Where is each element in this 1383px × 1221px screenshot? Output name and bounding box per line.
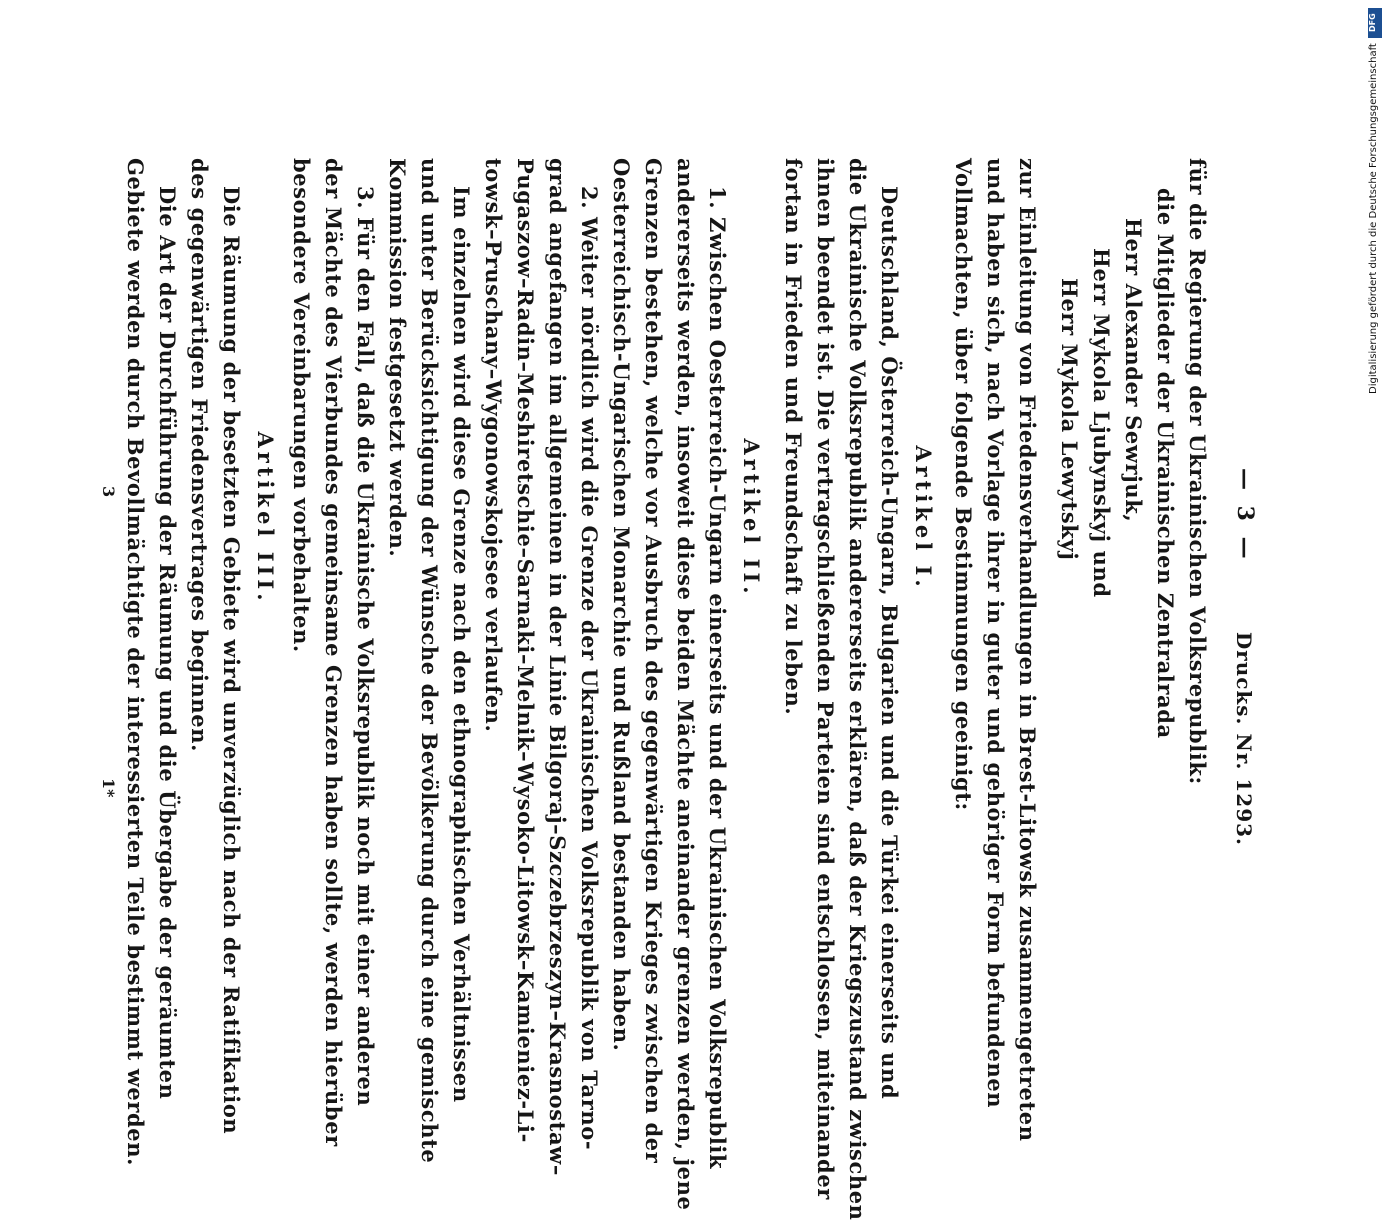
text-line: fortan in Frieden und Freundschaft zu leben.	[781, 158, 806, 716]
text-line: Deutschland, Österreich-Ungarn, Bulgarien und die Türkei einerseits und	[877, 186, 902, 1100]
text-line: besondere Vereinbarungen vorbehalten.	[289, 158, 314, 653]
text-line: Gebiete werden durch Bevollmächtigte der interessierten Teile bestimmt werden.	[123, 158, 148, 1167]
article-heading-2: Artikel II.	[739, 438, 764, 598]
text-line: 2. Weiter nördlich wird die Grenze der Ukrainischen Volksrepublik von Tarno-	[577, 186, 602, 1151]
text-line: Herr Mykola Ljubynskyj und	[1089, 248, 1114, 598]
footer-signature-right: 1*	[99, 778, 118, 798]
text-line: grad angefangen im allgemeinen in der Linie Bilgoraj–Szczebrzeszyn–Krasnostaw–	[545, 158, 570, 1176]
text-line: die Mitglieder der Ukrainischen Zentralrada	[1153, 188, 1178, 739]
text-line: Herr Alexander Sewrjuk,	[1121, 218, 1146, 523]
text-line: Vollmachten, über folgende Bestimmungen geeinigt:	[951, 158, 976, 811]
text-line: und haben sich, nach Vorlage ihrer in guter und gehöriger Form befundenen	[983, 158, 1008, 1109]
text-line: Grenzen bestehen, welche vor Ausbruch des gegenwärtigen Krieges zwischen der	[641, 158, 666, 1164]
page-header	[1222, 158, 1262, 878]
text-line: Oesterreichisch-Ungarischen Monarchie und Rußland bestanden haben.	[609, 158, 634, 1052]
text-line: ihnen beendet ist. Die vertragschließenden Parteien sind entschlossen, miteinander	[813, 158, 838, 1200]
text-line: Im einzelnen wird diese Grenze nach den ethnographischen Verhältnissen	[449, 186, 474, 1103]
text-line: 3. Für den Fall, daß die Ukrainische Volksrepublik noch mit einer anderen	[353, 186, 378, 1107]
text-line: andererseits werden, insoweit diese beiden Mächte aneinander grenzen werden, jene	[673, 158, 698, 1211]
text-line: Pugaszow–Radin–Meshiretschie–Sarnaki–Melnik–Wysoko-Litowsk–Kamieniez-Li-	[513, 158, 538, 1143]
text-line: Herr Mykola Lewytskyj	[1057, 278, 1082, 561]
article-heading-1: Artikel I.	[911, 445, 936, 591]
text-line: Die Räumung der besetzten Gebiete wird unverzüglich nach der Ratifikation	[219, 186, 244, 1135]
text-line: der Mächte des Vierbundes gemeinsame Grenzen haben sollte, werden hierüber	[321, 158, 346, 1147]
page-number: — 3 —	[1232, 468, 1258, 563]
text-line: towsk–Pruschany–Wygonowskojesee verlaufen.	[481, 158, 506, 733]
text-line: des gegenwärtigen Friedensvertrages beginnen.	[187, 158, 212, 753]
dfg-logo: DFG	[1368, 8, 1382, 38]
text-line: für die Regierung der Ukrainischen Volksrepublik:	[1185, 158, 1210, 785]
document-number: Drucks. Nr. 1293.	[1232, 631, 1256, 846]
text-line: Kommission festgesetzt werden.	[385, 158, 410, 558]
text-line: und unter Berücksichtigung der Wünsche der Bevölkerung durch eine gemischte	[417, 158, 442, 1164]
text-line: 1. Zwischen Oesterreich-Ungarn einerseits und der Ukrainischen Volksrepublik	[705, 186, 730, 1170]
footer-signature-left: 3	[99, 486, 118, 498]
text-line: Die Art der Durchführung der Räumung und die Übergabe der geräumten	[155, 186, 180, 1100]
digitization-note: Digitalisierung gefördert durch die Deutsche Forschungsgemeinschaft	[1368, 43, 1379, 394]
document-page	[99, 158, 1262, 1221]
text-line: die Ukrainische Volksrepublik andererseits erklären, daß der Kriegszustand zwischen	[845, 158, 870, 1221]
text-line: zur Einleitung von Friedensverhandlungen in Brest-Litowsk zusammengetreten	[1015, 158, 1040, 1142]
article-heading-3: Artikel III.	[253, 431, 278, 605]
